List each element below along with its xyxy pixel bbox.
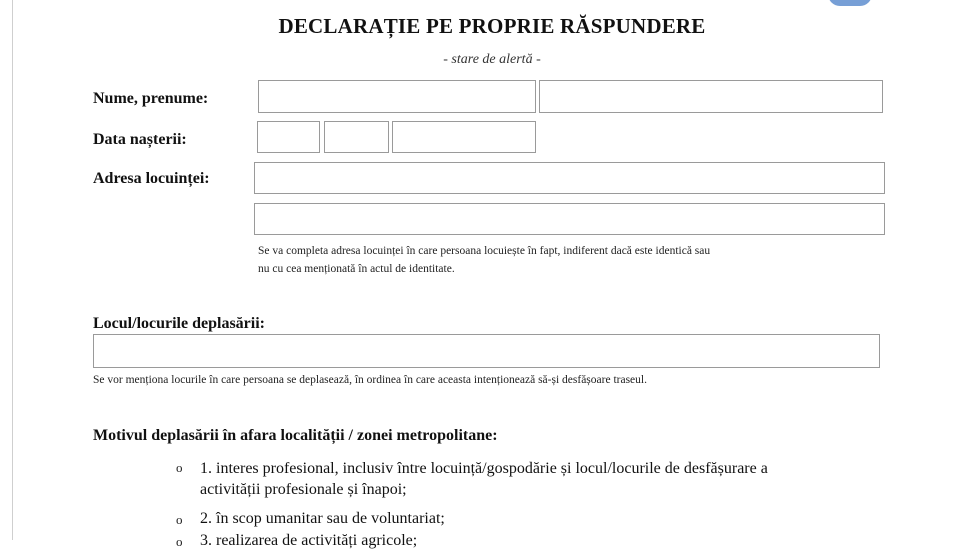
- reason-3-text: 3. realizarea de activități agricole;: [200, 532, 418, 549]
- places-note: Se vor menționa locurile în care persoana se deplasează, în ordinea în care aceasta intenționează să-și desfășoare traseul.: [93, 374, 647, 386]
- reason-3-checkbox[interactable]: o: [176, 534, 183, 549]
- birth-date-label: Data nașterii:: [93, 131, 187, 148]
- address-note: [258, 242, 898, 278]
- birth-year-field[interactable]: [392, 121, 536, 153]
- first-name-field[interactable]: [539, 80, 883, 113]
- reason-1-checkbox[interactable]: o: [176, 460, 183, 475]
- reason-1-text: [200, 458, 900, 500]
- address-note-line2: nu cu cea menționată în actul de identitate.: [258, 263, 455, 275]
- reason-1-line1: 1. interes profesional, inclusiv între locuință/gospodărie și locul/locurile de desfășurare a: [200, 460, 768, 477]
- reasons-heading: Motivul deplasării în afara localității / zonei metropolitane:: [93, 427, 498, 444]
- birth-day-field[interactable]: [257, 121, 320, 153]
- places-field[interactable]: [93, 334, 880, 368]
- last-name-field[interactable]: [258, 80, 536, 113]
- page-edge: [12, 0, 13, 540]
- address-field-line1[interactable]: [254, 162, 885, 194]
- reason-2-text: 2. în scop umanitar sau de voluntariat;: [200, 510, 445, 527]
- address-label: Adresa locuinței:: [93, 170, 210, 187]
- document-title: DECLARAȚIE PE PROPRIE RĂSPUNDERE: [278, 14, 706, 38]
- name-label: Nume, prenume:: [93, 90, 209, 107]
- emblem-icon: [828, 0, 872, 6]
- address-note-line1: Se va completa adresa locuinței în care persoana locuiește în fapt, indiferent dacă este identică sau: [258, 245, 711, 257]
- places-label: Locul/locurile deplasării:: [93, 315, 265, 332]
- birth-month-field[interactable]: [324, 121, 389, 153]
- address-field-line2[interactable]: [254, 203, 885, 235]
- document-subtitle: - stare de alertă -: [443, 52, 541, 67]
- reason-1-line2: activității profesionale și înapoi;: [200, 481, 407, 498]
- reason-2-checkbox[interactable]: o: [176, 512, 183, 527]
